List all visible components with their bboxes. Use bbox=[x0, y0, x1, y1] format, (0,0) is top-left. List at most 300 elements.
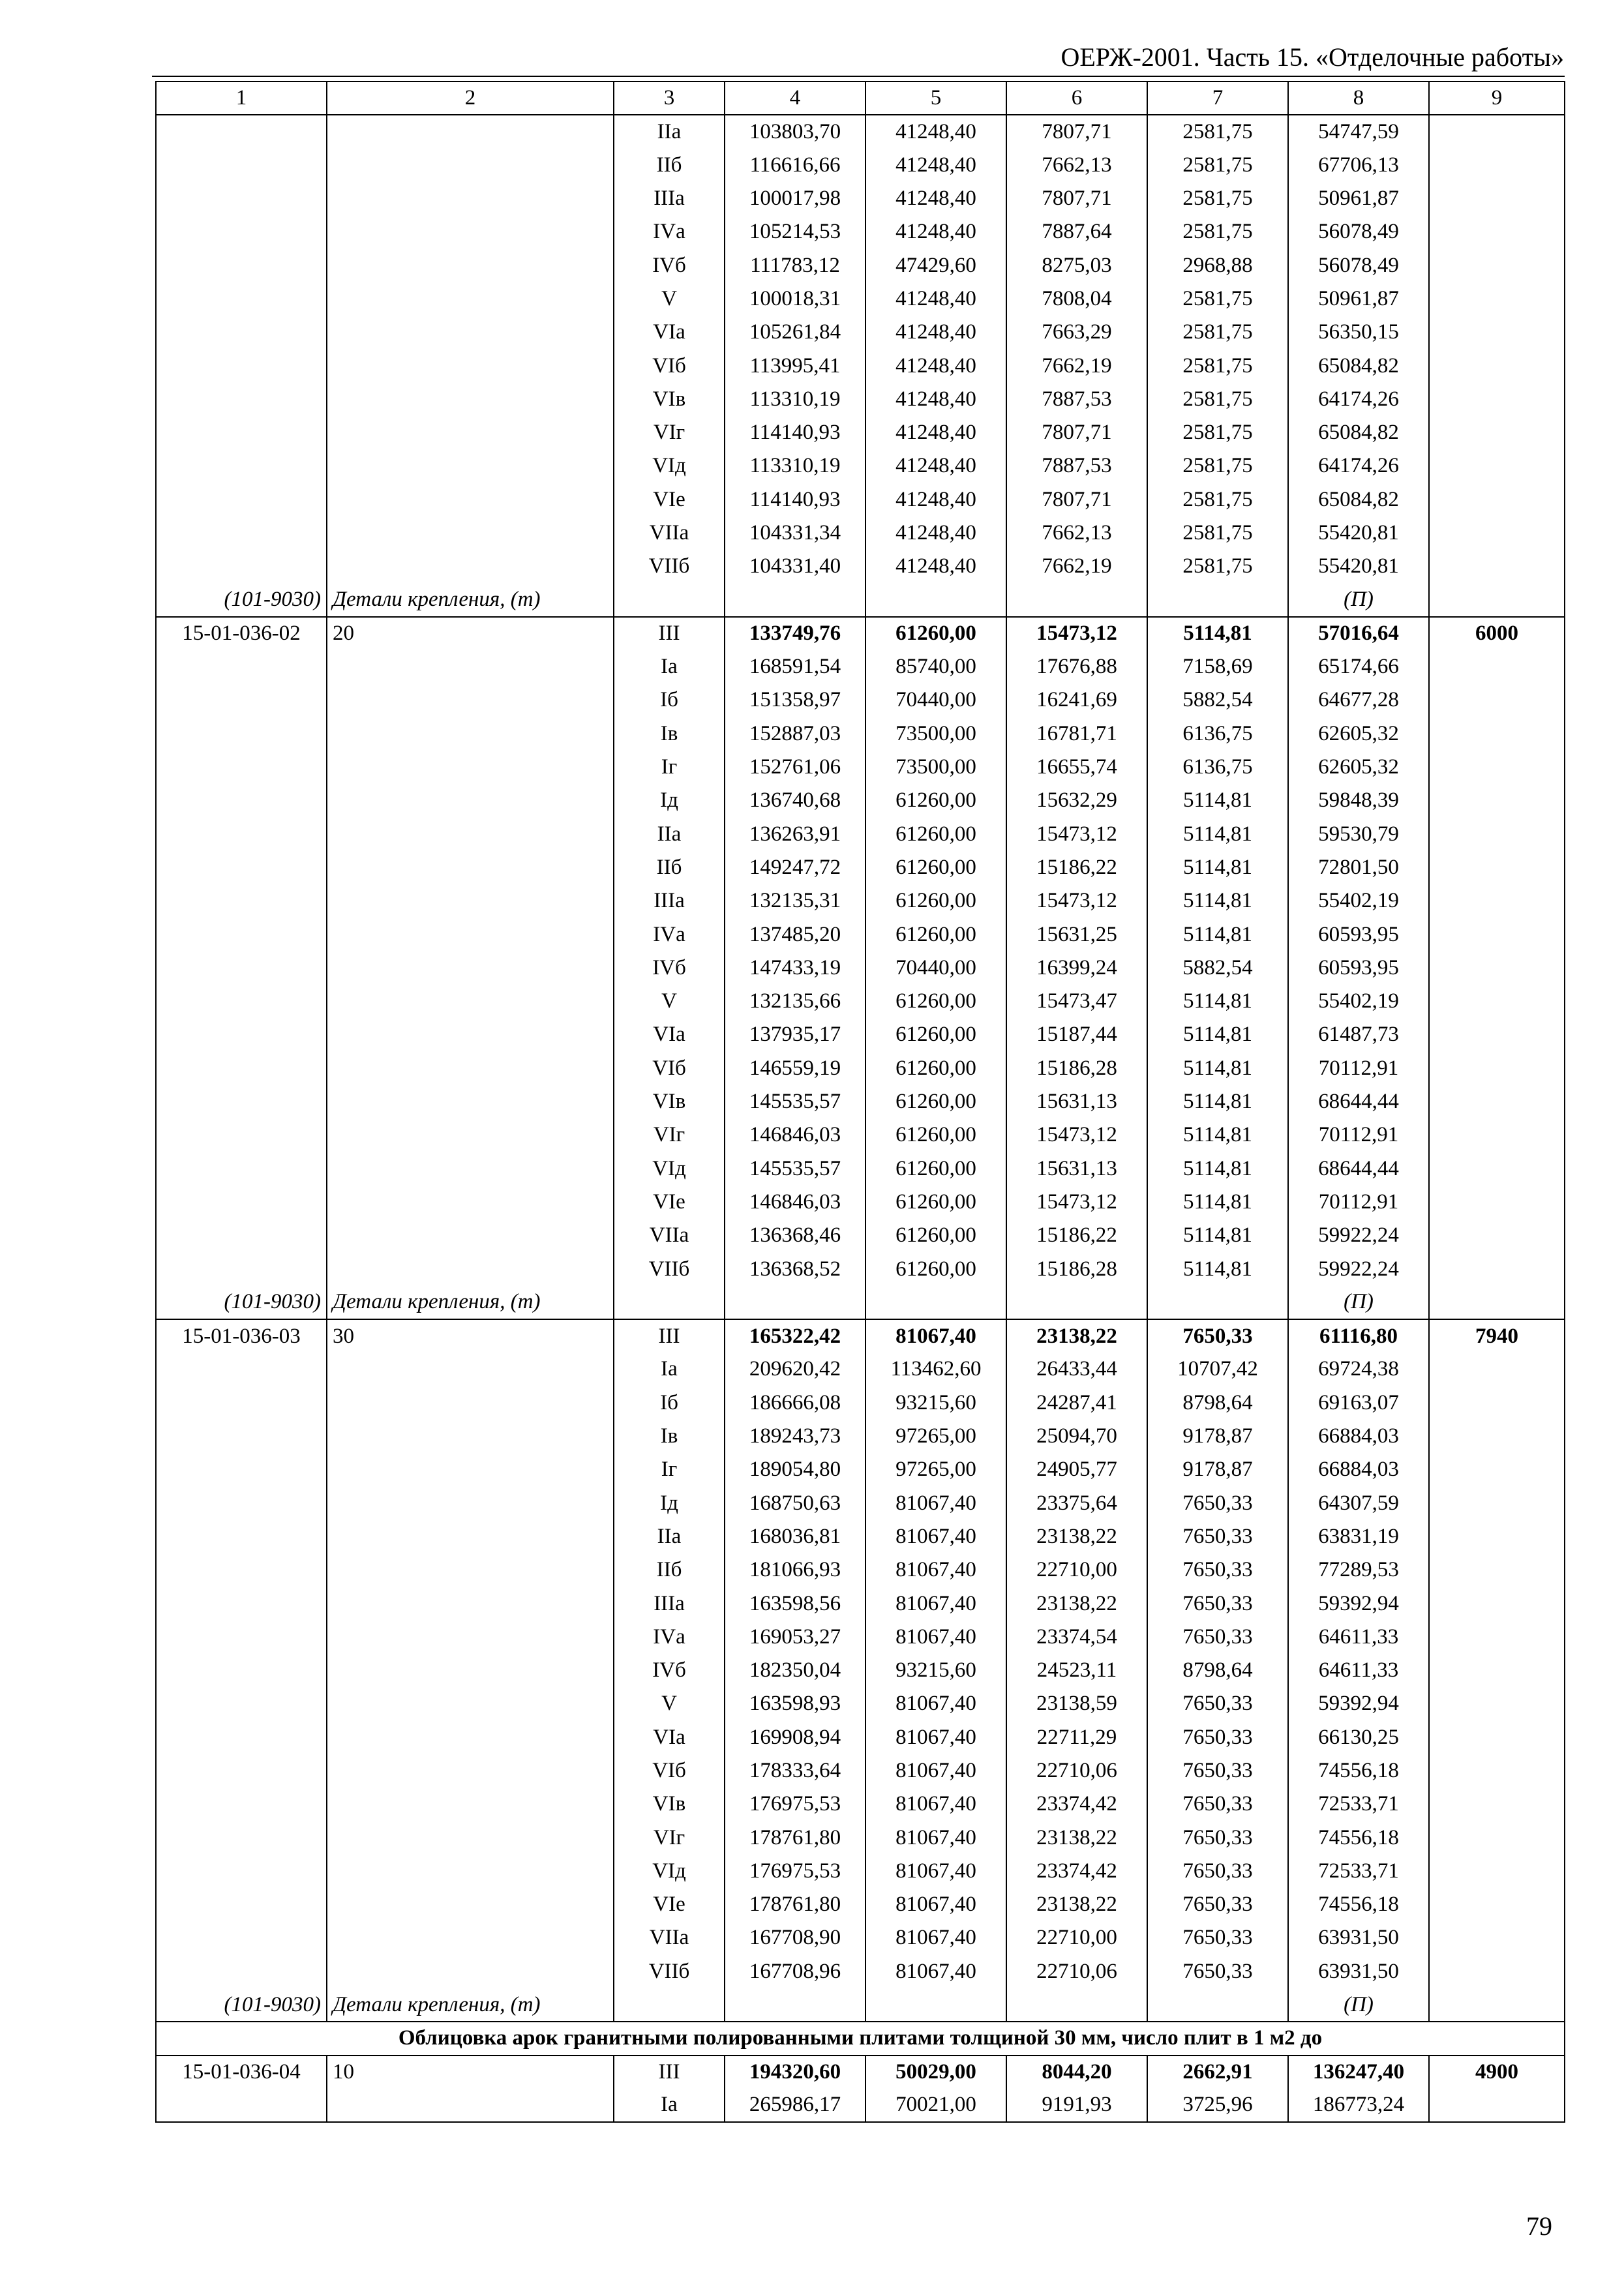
cell-col-6: 16399,24 bbox=[1006, 951, 1147, 985]
cell-col-9 bbox=[1429, 383, 1565, 416]
cell-zone: VIа bbox=[614, 1721, 725, 1754]
cell-col-9 bbox=[1429, 316, 1565, 349]
cell-total: 176975,53 bbox=[725, 1788, 865, 1821]
cell-total: 100018,31 bbox=[725, 282, 865, 316]
cell-col-8: 59530,79 bbox=[1288, 818, 1429, 851]
cell-col-7: 7650,33 bbox=[1147, 1821, 1288, 1854]
cell-col-8: (П) bbox=[1288, 1286, 1429, 1319]
cell-code bbox=[156, 985, 327, 1018]
cell-code bbox=[156, 717, 327, 751]
cell-col-7: 2581,75 bbox=[1147, 149, 1288, 182]
cell-col-9 bbox=[1429, 349, 1565, 382]
cell-col-5: 93215,60 bbox=[865, 1386, 1006, 1420]
cell-col-8: 64611,33 bbox=[1288, 1654, 1429, 1687]
cell-col-6: 22710,00 bbox=[1006, 1553, 1147, 1587]
cell-col-9 bbox=[1429, 1018, 1565, 1051]
cell-zone: Iг bbox=[614, 1453, 725, 1486]
cell-col-5: 61260,00 bbox=[865, 1252, 1006, 1285]
cell-col-6: 26433,44 bbox=[1006, 1353, 1147, 1386]
cell-col-7: 2581,75 bbox=[1147, 483, 1288, 516]
table-row bbox=[156, 1386, 1565, 1420]
cell-qty bbox=[327, 784, 614, 817]
cell-qty bbox=[327, 1855, 614, 1888]
cell-total: 146846,03 bbox=[725, 1118, 865, 1152]
cell-total: 167708,96 bbox=[725, 1955, 865, 1988]
cell-qty bbox=[327, 215, 614, 248]
cell-col-5: 61260,00 bbox=[865, 1186, 1006, 1219]
cell-col-5: 61260,00 bbox=[865, 1219, 1006, 1252]
cell-col-6: 15632,29 bbox=[1006, 784, 1147, 817]
cell-qty bbox=[327, 282, 614, 316]
cell-qty bbox=[327, 1754, 614, 1788]
cell-code bbox=[156, 1453, 327, 1486]
cell-col-7: 9178,87 bbox=[1147, 1420, 1288, 1453]
cell-qty bbox=[327, 383, 614, 416]
cell-col-5: 81067,40 bbox=[865, 1621, 1006, 1654]
table-row bbox=[156, 1754, 1565, 1788]
cell-qty: 30 bbox=[327, 1319, 614, 1353]
cell-total: 152887,03 bbox=[725, 717, 865, 751]
cell-col-7: 7650,33 bbox=[1147, 1553, 1288, 1587]
cell-col-8: 62605,32 bbox=[1288, 751, 1429, 784]
cell-col-9 bbox=[1429, 851, 1565, 884]
cell-col-6: 7662,13 bbox=[1006, 516, 1147, 550]
cell-col-8: 55420,81 bbox=[1288, 516, 1429, 550]
cell-col-8: 66884,03 bbox=[1288, 1453, 1429, 1486]
table-row bbox=[156, 1687, 1565, 1720]
cell-total: 104331,40 bbox=[725, 550, 865, 583]
cell-total: 132135,66 bbox=[725, 985, 865, 1018]
cell-col-5: 81067,40 bbox=[865, 1788, 1006, 1821]
cell-col-5: 61260,00 bbox=[865, 1018, 1006, 1051]
cell-code bbox=[156, 416, 327, 449]
cell-col-5: 41248,40 bbox=[865, 516, 1006, 550]
cell-col-7: 7650,33 bbox=[1147, 1721, 1288, 1754]
cell-total: 151358,97 bbox=[725, 683, 865, 717]
cell-col-9 bbox=[1429, 248, 1565, 282]
cell-total: 136263,91 bbox=[725, 818, 865, 851]
cell-col-9 bbox=[1429, 516, 1565, 550]
cell-col-8: 59392,94 bbox=[1288, 1587, 1429, 1620]
cell-col-7: 2581,75 bbox=[1147, 416, 1288, 449]
cell-col-6: 7807,71 bbox=[1006, 182, 1147, 215]
cell-total: 169908,94 bbox=[725, 1721, 865, 1754]
cell-col-5: 81067,40 bbox=[865, 1921, 1006, 1954]
table-row-reference bbox=[156, 1286, 1565, 1319]
cell-col-8: 64307,59 bbox=[1288, 1486, 1429, 1519]
table-row bbox=[156, 1152, 1565, 1186]
cell-zone: V bbox=[614, 282, 725, 316]
cell-col-5: 81067,40 bbox=[865, 1486, 1006, 1519]
cell-col-5: 61260,00 bbox=[865, 985, 1006, 1018]
cell-col-7: 7158,69 bbox=[1147, 650, 1288, 683]
table-row-reference bbox=[156, 1988, 1565, 2022]
cell-col-8: 59922,24 bbox=[1288, 1219, 1429, 1252]
cell-total: 163598,93 bbox=[725, 1687, 865, 1720]
cell-zone: Iд bbox=[614, 1486, 725, 1519]
cell-col-5: 41248,40 bbox=[865, 550, 1006, 583]
table-row bbox=[156, 1921, 1565, 1954]
cell-code bbox=[156, 449, 327, 483]
cell-qty bbox=[327, 985, 614, 1018]
cell-col-7: 6136,75 bbox=[1147, 751, 1288, 784]
cell-col-7: 7650,33 bbox=[1147, 1888, 1288, 1921]
table-row bbox=[156, 1353, 1565, 1386]
cell-code bbox=[156, 1855, 327, 1888]
cell-code: (101-9030) bbox=[156, 1988, 327, 2022]
cell-col-9 bbox=[1429, 182, 1565, 215]
table-row bbox=[156, 1888, 1565, 1921]
cell-total: 103803,70 bbox=[725, 115, 865, 148]
table-row bbox=[156, 1085, 1565, 1118]
cell-col-6: 23374,42 bbox=[1006, 1788, 1147, 1821]
cell-code bbox=[156, 383, 327, 416]
table-row bbox=[156, 1788, 1565, 1821]
cell-col-6: 22710,06 bbox=[1006, 1754, 1147, 1788]
cell-col-6: 24905,77 bbox=[1006, 1453, 1147, 1486]
cell-total: 147433,19 bbox=[725, 951, 865, 985]
cell-col-6 bbox=[1006, 583, 1147, 616]
cell-zone: V bbox=[614, 985, 725, 1018]
cell-col-5: 61260,00 bbox=[865, 1152, 1006, 1186]
cell-col-8: 50961,87 bbox=[1288, 182, 1429, 215]
cell-total: 181066,93 bbox=[725, 1553, 865, 1587]
cell-total: 178761,80 bbox=[725, 1888, 865, 1921]
table-row-main bbox=[156, 2056, 1565, 2089]
cell-col-9 bbox=[1429, 1152, 1565, 1186]
table-row bbox=[156, 717, 1565, 751]
cell-col-8: 57016,64 bbox=[1288, 617, 1429, 650]
cell-zone: IIIа bbox=[614, 1587, 725, 1620]
cell-zone bbox=[614, 583, 725, 616]
cell-col-6: 15631,13 bbox=[1006, 1152, 1147, 1186]
cell-code bbox=[156, 951, 327, 985]
cell-col-6: 23138,59 bbox=[1006, 1687, 1147, 1720]
cell-col-7: 2581,75 bbox=[1147, 282, 1288, 316]
cell-qty bbox=[327, 1252, 614, 1285]
cell-col-5: 61260,00 bbox=[865, 617, 1006, 650]
cell-qty bbox=[327, 650, 614, 683]
cell-col-9 bbox=[1429, 1888, 1565, 1921]
table-row bbox=[156, 1553, 1565, 1587]
cell-qty bbox=[327, 248, 614, 282]
cell-col-8: 59392,94 bbox=[1288, 1687, 1429, 1720]
column-number-row bbox=[156, 82, 1565, 115]
cell-total: 265986,17 bbox=[725, 2089, 865, 2122]
cell-code bbox=[156, 1754, 327, 1788]
cell-col-5: 70021,00 bbox=[865, 2089, 1006, 2122]
cell-zone: VIв bbox=[614, 1085, 725, 1118]
cell-zone: VIIб bbox=[614, 1955, 725, 1988]
cell-code bbox=[156, 115, 327, 148]
table-row bbox=[156, 1520, 1565, 1553]
cell-code bbox=[156, 884, 327, 918]
cell-qty bbox=[327, 1721, 614, 1754]
table-row-main bbox=[156, 1319, 1565, 1353]
cell-col-7: 2968,88 bbox=[1147, 248, 1288, 282]
cell-col-7: 2581,75 bbox=[1147, 550, 1288, 583]
cell-col-7: 10707,42 bbox=[1147, 1353, 1288, 1386]
cell-total: 146559,19 bbox=[725, 1052, 865, 1085]
cell-code bbox=[156, 1955, 327, 1988]
cell-col-8: 60593,95 bbox=[1288, 918, 1429, 951]
cell-col-8: 136247,40 bbox=[1288, 2056, 1429, 2089]
table-row bbox=[156, 2089, 1565, 2122]
cell-col-7: 5114,81 bbox=[1147, 818, 1288, 851]
table-row bbox=[156, 1453, 1565, 1486]
table-row bbox=[156, 951, 1565, 985]
cell-col-8: 55402,19 bbox=[1288, 985, 1429, 1018]
cell-zone: Iа bbox=[614, 2089, 725, 2122]
cell-total: 136740,68 bbox=[725, 784, 865, 817]
cell-col-6: 7807,71 bbox=[1006, 483, 1147, 516]
cell-col-7: 5114,81 bbox=[1147, 985, 1288, 1018]
cell-total: 104331,34 bbox=[725, 516, 865, 550]
cell-col-8: (П) bbox=[1288, 1988, 1429, 2022]
section-title-row bbox=[156, 2022, 1565, 2055]
cell-total: 178761,80 bbox=[725, 1821, 865, 1854]
cell-qty bbox=[327, 1788, 614, 1821]
cell-total: 137935,17 bbox=[725, 1018, 865, 1051]
cell-total: 132135,31 bbox=[725, 884, 865, 918]
cell-zone: IIа bbox=[614, 1520, 725, 1553]
cell-col-8: 55420,81 bbox=[1288, 550, 1429, 583]
cell-col-9 bbox=[1429, 751, 1565, 784]
cell-col-8: 56078,49 bbox=[1288, 215, 1429, 248]
cell-col-6: 24523,11 bbox=[1006, 1654, 1147, 1687]
cell-col-6: 15473,47 bbox=[1006, 985, 1147, 1018]
cell-qty bbox=[327, 1587, 614, 1620]
cell-col-5: 81067,40 bbox=[865, 1553, 1006, 1587]
cell-col-7: 7650,33 bbox=[1147, 1319, 1288, 1353]
table-row bbox=[156, 884, 1565, 918]
cell-qty bbox=[327, 1888, 614, 1921]
cell-col-9 bbox=[1429, 818, 1565, 851]
table-row bbox=[156, 683, 1565, 717]
cell-zone: VIIб bbox=[614, 1252, 725, 1285]
cell-qty: Детали крепления, (т) bbox=[327, 1286, 614, 1319]
cell-qty bbox=[327, 1085, 614, 1118]
cell-code bbox=[156, 282, 327, 316]
cell-col-9 bbox=[1429, 1353, 1565, 1386]
cell-col-5: 81067,40 bbox=[865, 1821, 1006, 1854]
table-row bbox=[156, 650, 1565, 683]
cell-qty bbox=[327, 1052, 614, 1085]
cell-col-9 bbox=[1429, 1453, 1565, 1486]
cell-col-9 bbox=[1429, 1955, 1565, 1988]
cell-col-5: 81067,40 bbox=[865, 1955, 1006, 1988]
cell-col-6: 7662,13 bbox=[1006, 149, 1147, 182]
cell-col-7: 5114,81 bbox=[1147, 851, 1288, 884]
cell-zone: VIг bbox=[614, 1821, 725, 1854]
cell-col-9 bbox=[1429, 550, 1565, 583]
cell-col-8: 63931,50 bbox=[1288, 1921, 1429, 1954]
cell-code bbox=[156, 550, 327, 583]
cell-col-7: 7650,33 bbox=[1147, 1921, 1288, 1954]
cell-code bbox=[156, 1486, 327, 1519]
cell-code bbox=[156, 1353, 327, 1386]
cell-qty bbox=[327, 683, 614, 717]
cell-zone: IVб bbox=[614, 248, 725, 282]
cell-qty bbox=[327, 1018, 614, 1051]
cell-col-5: 61260,00 bbox=[865, 784, 1006, 817]
cell-col-5: 41248,40 bbox=[865, 282, 1006, 316]
cell-col-9: 7940 bbox=[1429, 1319, 1565, 1353]
cell-col-6: 23375,64 bbox=[1006, 1486, 1147, 1519]
cell-col-6: 23138,22 bbox=[1006, 1821, 1147, 1854]
cell-col-9 bbox=[1429, 1587, 1565, 1620]
cell-total: 168036,81 bbox=[725, 1520, 865, 1553]
cell-col-6: 15473,12 bbox=[1006, 1186, 1147, 1219]
cell-qty: 10 bbox=[327, 2056, 614, 2089]
cell-col-8: 62605,32 bbox=[1288, 717, 1429, 751]
cell-col-7: 5882,54 bbox=[1147, 683, 1288, 717]
cell-zone: VIд bbox=[614, 1152, 725, 1186]
cell-zone: Iб bbox=[614, 1386, 725, 1420]
cell-qty bbox=[327, 1386, 614, 1420]
cell-code bbox=[156, 483, 327, 516]
cell-code bbox=[156, 784, 327, 817]
cell-zone: IIб bbox=[614, 851, 725, 884]
table-row bbox=[156, 1018, 1565, 1051]
cell-col-8: 77289,53 bbox=[1288, 1553, 1429, 1587]
table-body bbox=[156, 82, 1565, 2122]
cell-total: 111783,12 bbox=[725, 248, 865, 282]
cell-col-8: 74556,18 bbox=[1288, 1888, 1429, 1921]
cell-total: 169053,27 bbox=[725, 1621, 865, 1654]
cell-total: 113995,41 bbox=[725, 349, 865, 382]
cell-col-7: 2581,75 bbox=[1147, 449, 1288, 483]
cell-col-5: 97265,00 bbox=[865, 1420, 1006, 1453]
cell-total: 194320,60 bbox=[725, 2056, 865, 2089]
cell-code: (101-9030) bbox=[156, 583, 327, 616]
cell-total: 105261,84 bbox=[725, 316, 865, 349]
cell-qty bbox=[327, 115, 614, 148]
cell-zone bbox=[614, 1286, 725, 1319]
cell-col-5: 61260,00 bbox=[865, 1085, 1006, 1118]
cell-code bbox=[156, 751, 327, 784]
cell-col-5: 47429,60 bbox=[865, 248, 1006, 282]
cell-col-7 bbox=[1147, 583, 1288, 616]
cell-qty bbox=[327, 1152, 614, 1186]
cell-col-8: 70112,91 bbox=[1288, 1186, 1429, 1219]
cell-col-9 bbox=[1429, 1654, 1565, 1687]
cell-total: 113310,19 bbox=[725, 383, 865, 416]
cell-zone: IVа bbox=[614, 215, 725, 248]
cell-col-5: 61260,00 bbox=[865, 851, 1006, 884]
table-row bbox=[156, 316, 1565, 349]
cell-zone: VIд bbox=[614, 449, 725, 483]
cell-total: 114140,93 bbox=[725, 483, 865, 516]
cell-col-5: 81067,40 bbox=[865, 1754, 1006, 1788]
cell-col-6 bbox=[1006, 1988, 1147, 2022]
column-number: 4 bbox=[725, 82, 865, 115]
cell-zone: VIе bbox=[614, 1186, 725, 1219]
cell-col-8: 67706,13 bbox=[1288, 149, 1429, 182]
cell-code bbox=[156, 248, 327, 282]
table-row bbox=[156, 1252, 1565, 1285]
cell-col-8: 65084,82 bbox=[1288, 483, 1429, 516]
cell-zone: V bbox=[614, 1687, 725, 1720]
cell-total: 176975,53 bbox=[725, 1855, 865, 1888]
cell-col-9 bbox=[1429, 1486, 1565, 1519]
cell-col-7: 7650,33 bbox=[1147, 1621, 1288, 1654]
cell-col-6: 16781,71 bbox=[1006, 717, 1147, 751]
cell-col-8: 66884,03 bbox=[1288, 1420, 1429, 1453]
cell-total: 186666,08 bbox=[725, 1386, 865, 1420]
cell-qty bbox=[327, 1353, 614, 1386]
cell-col-9 bbox=[1429, 683, 1565, 717]
page-number: 79 bbox=[1526, 2211, 1552, 2241]
table-row bbox=[156, 1052, 1565, 1085]
cell-col-8: 64611,33 bbox=[1288, 1621, 1429, 1654]
document-header: ОЕРЖ-2001. Часть 15. «Отделочные работы» bbox=[1060, 42, 1564, 72]
table-row bbox=[156, 349, 1565, 382]
table-row bbox=[156, 182, 1565, 215]
cell-col-9 bbox=[1429, 784, 1565, 817]
cell-code bbox=[156, 1721, 327, 1754]
cell-zone: VIа bbox=[614, 316, 725, 349]
cell-col-5: 81067,40 bbox=[865, 1888, 1006, 1921]
cell-qty bbox=[327, 1955, 614, 1988]
table-row bbox=[156, 383, 1565, 416]
cell-col-5: 81067,40 bbox=[865, 1587, 1006, 1620]
cell-qty bbox=[327, 316, 614, 349]
cell-col-8: 68644,44 bbox=[1288, 1085, 1429, 1118]
cell-col-6: 16655,74 bbox=[1006, 751, 1147, 784]
cell-col-5: 41248,40 bbox=[865, 483, 1006, 516]
cell-col-7 bbox=[1147, 1988, 1288, 2022]
cell-col-5: 41248,40 bbox=[865, 449, 1006, 483]
table-row bbox=[156, 1855, 1565, 1888]
cell-col-7: 5114,81 bbox=[1147, 1152, 1288, 1186]
cell-total: 178333,64 bbox=[725, 1754, 865, 1788]
cell-col-6: 24287,41 bbox=[1006, 1386, 1147, 1420]
cell-col-8: 64174,26 bbox=[1288, 383, 1429, 416]
table-row bbox=[156, 516, 1565, 550]
cell-col-6: 7887,64 bbox=[1006, 215, 1147, 248]
cell-code bbox=[156, 516, 327, 550]
cell-col-8: 61487,73 bbox=[1288, 1018, 1429, 1051]
cell-col-7: 5114,81 bbox=[1147, 1252, 1288, 1285]
table-row bbox=[156, 1654, 1565, 1687]
cell-col-8: 56350,15 bbox=[1288, 316, 1429, 349]
table-row bbox=[156, 851, 1565, 884]
column-number: 8 bbox=[1288, 82, 1429, 115]
cell-zone: III bbox=[614, 2056, 725, 2089]
cell-qty bbox=[327, 1486, 614, 1519]
cell-total: 145535,57 bbox=[725, 1152, 865, 1186]
cell-col-8: (П) bbox=[1288, 583, 1429, 616]
cell-total: 189054,80 bbox=[725, 1453, 865, 1486]
table-row bbox=[156, 751, 1565, 784]
cell-col-6: 15187,44 bbox=[1006, 1018, 1147, 1051]
cell-col-9 bbox=[1429, 1754, 1565, 1788]
cell-col-8: 63931,50 bbox=[1288, 1955, 1429, 1988]
cell-col-9 bbox=[1429, 1286, 1565, 1319]
cell-total: 145535,57 bbox=[725, 1085, 865, 1118]
cell-qty bbox=[327, 1621, 614, 1654]
cell-code bbox=[156, 1186, 327, 1219]
cell-col-5: 41248,40 bbox=[865, 149, 1006, 182]
cell-col-5: 70440,00 bbox=[865, 683, 1006, 717]
column-number: 5 bbox=[865, 82, 1006, 115]
cell-col-8: 55402,19 bbox=[1288, 884, 1429, 918]
cell-code bbox=[156, 1654, 327, 1687]
cell-col-9 bbox=[1429, 1420, 1565, 1453]
cell-zone: IIа bbox=[614, 115, 725, 148]
table-row bbox=[156, 248, 1565, 282]
